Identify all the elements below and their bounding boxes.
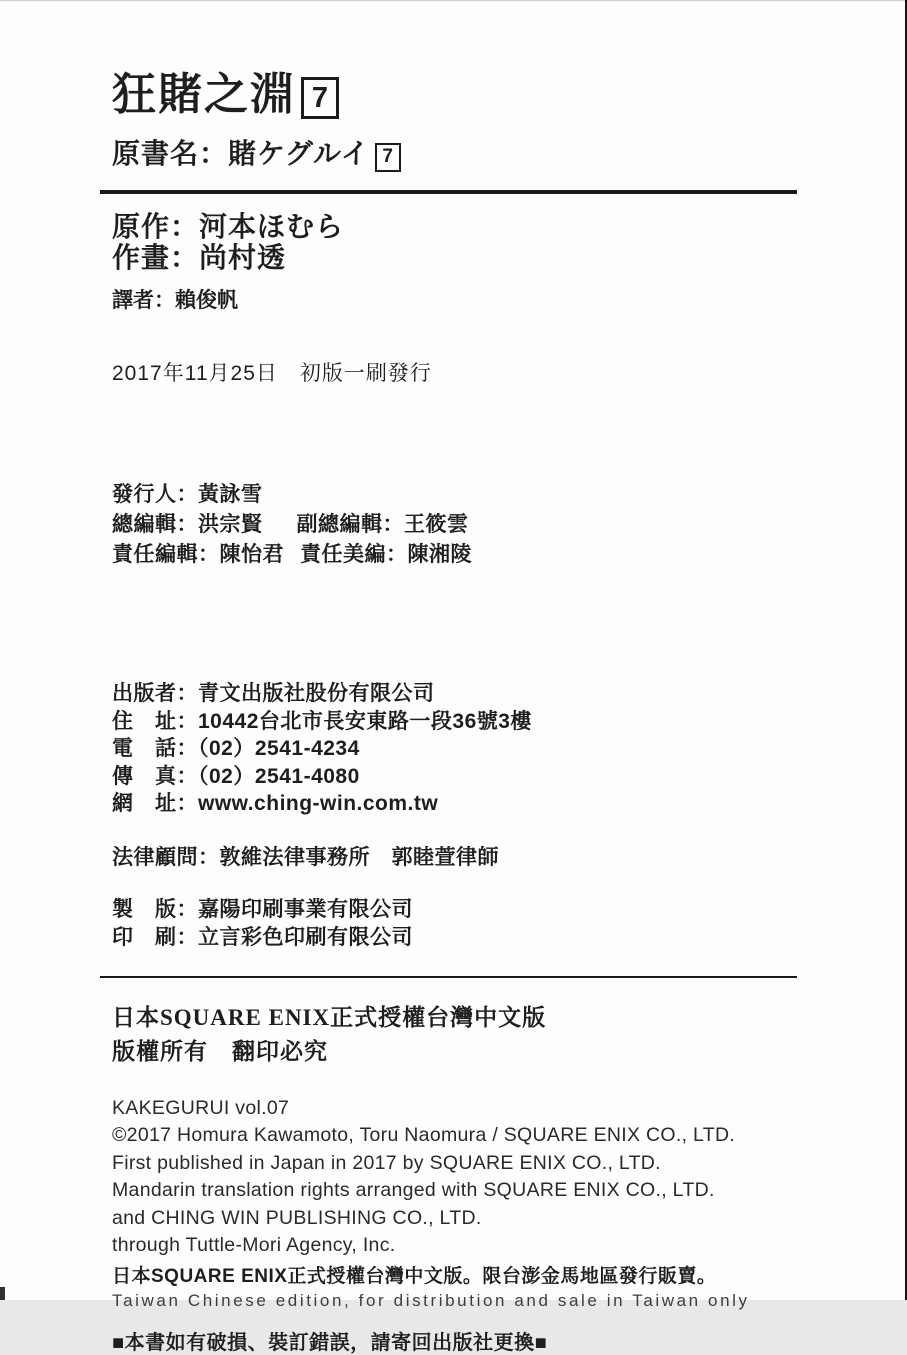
damage-replacement-notice: ■本書如有破損、裝訂錯誤，請寄回出版社更換■ <box>112 1331 548 1354</box>
print-date-line: 2017年11月25日 初版一刷發行 <box>112 362 432 385</box>
original-title-text: 原書名：賭ケグルイ <box>112 138 370 169</box>
copyright-line-2: First published in Japan in 2017 by SQUARE ENIX CO., LTD. <box>112 1151 661 1174</box>
region-restriction-zh: 日本SQUARE ENIX正式授權台灣中文版。限台澎金馬地區發行販賣。 <box>112 1265 717 1287</box>
book-title <box>112 72 907 119</box>
art-editor: 責任美編：陳湘陵 <box>300 543 472 566</box>
copyright-line-1: ©2017 Homura Kawamoto, Toru Naomura / SQUARE ENIX CO., LTD. <box>112 1124 736 1146</box>
all-rights-reserved-line: 版權所有 翻印必究 <box>112 1038 328 1064</box>
copyright-line-4: and CHING WIN PUBLISHING CO., LTD. <box>112 1206 482 1229</box>
publisher-fax-line: 傳 真：（02）2541-4080 <box>112 764 360 788</box>
publisher-person-line: 發行人：黃詠雪 <box>112 483 263 506</box>
author-block <box>112 211 907 273</box>
copyright-block <box>112 1095 907 1260</box>
staff-block <box>112 480 907 570</box>
license-block <box>112 1001 907 1069</box>
printing-line: 印 刷：立言彩色印刷有限公司 <box>112 925 413 949</box>
artist-line: 作畫：尚村透 <box>112 242 287 273</box>
plate-making-line: 製 版：嘉陽印刷事業有限公司 <box>112 897 413 921</box>
volume-id-line: KAKEGURUI vol.07 <box>112 1096 290 1119</box>
book-title-text: 狂賭之淵 <box>112 70 296 119</box>
original-title <box>112 132 907 172</box>
editors-line-1 <box>112 510 907 540</box>
copyright-line-3: Mandarin translation rights arranged with SQUARE ENIX CO., LTD. <box>112 1179 715 1201</box>
responsible-editor: 責任編輯：陳怡君 <box>112 543 284 566</box>
original-author-line: 原作：河本ほむら <box>112 211 345 242</box>
publisher-address-line: 住 址：10442台北市長安東路一段36號3樓 <box>112 709 532 733</box>
translator-line: 譯者：賴俊帆 <box>112 289 238 312</box>
divider-rule-bottom <box>100 976 797 978</box>
publisher-company-line: 出版者：青文出版社股份有限公司 <box>112 682 435 705</box>
copyright-line-5: through Tuttle-Mori Agency, Inc. <box>112 1234 396 1256</box>
divider-rule-top <box>100 190 797 194</box>
deputy-chief-editor: 副總編輯：王筱雲 <box>296 513 469 536</box>
publisher-website-line: 網 址：www.ching-win.com.tw <box>112 792 439 815</box>
legal-advisor-line: 法律顧問：敦維法律事務所 郭睦萱律師 <box>112 845 499 869</box>
editors-line-2 <box>112 540 907 570</box>
authorized-edition-line: 日本SQUARE ENIX正式授權台灣中文版 <box>112 1004 547 1030</box>
chief-editor: 總編輯：洪宗賢 <box>112 513 263 536</box>
publisher-phone-line: 電 話：（02）2541-4234 <box>112 737 360 760</box>
region-restriction-en: Taiwan Chinese edition, for distribution and sale in Taiwan only <box>112 1290 750 1310</box>
original-volume-badge: 7 <box>375 143 401 172</box>
volume-number-badge: 7 <box>301 77 339 119</box>
printing-block <box>112 896 907 952</box>
publisher-block <box>112 680 907 818</box>
